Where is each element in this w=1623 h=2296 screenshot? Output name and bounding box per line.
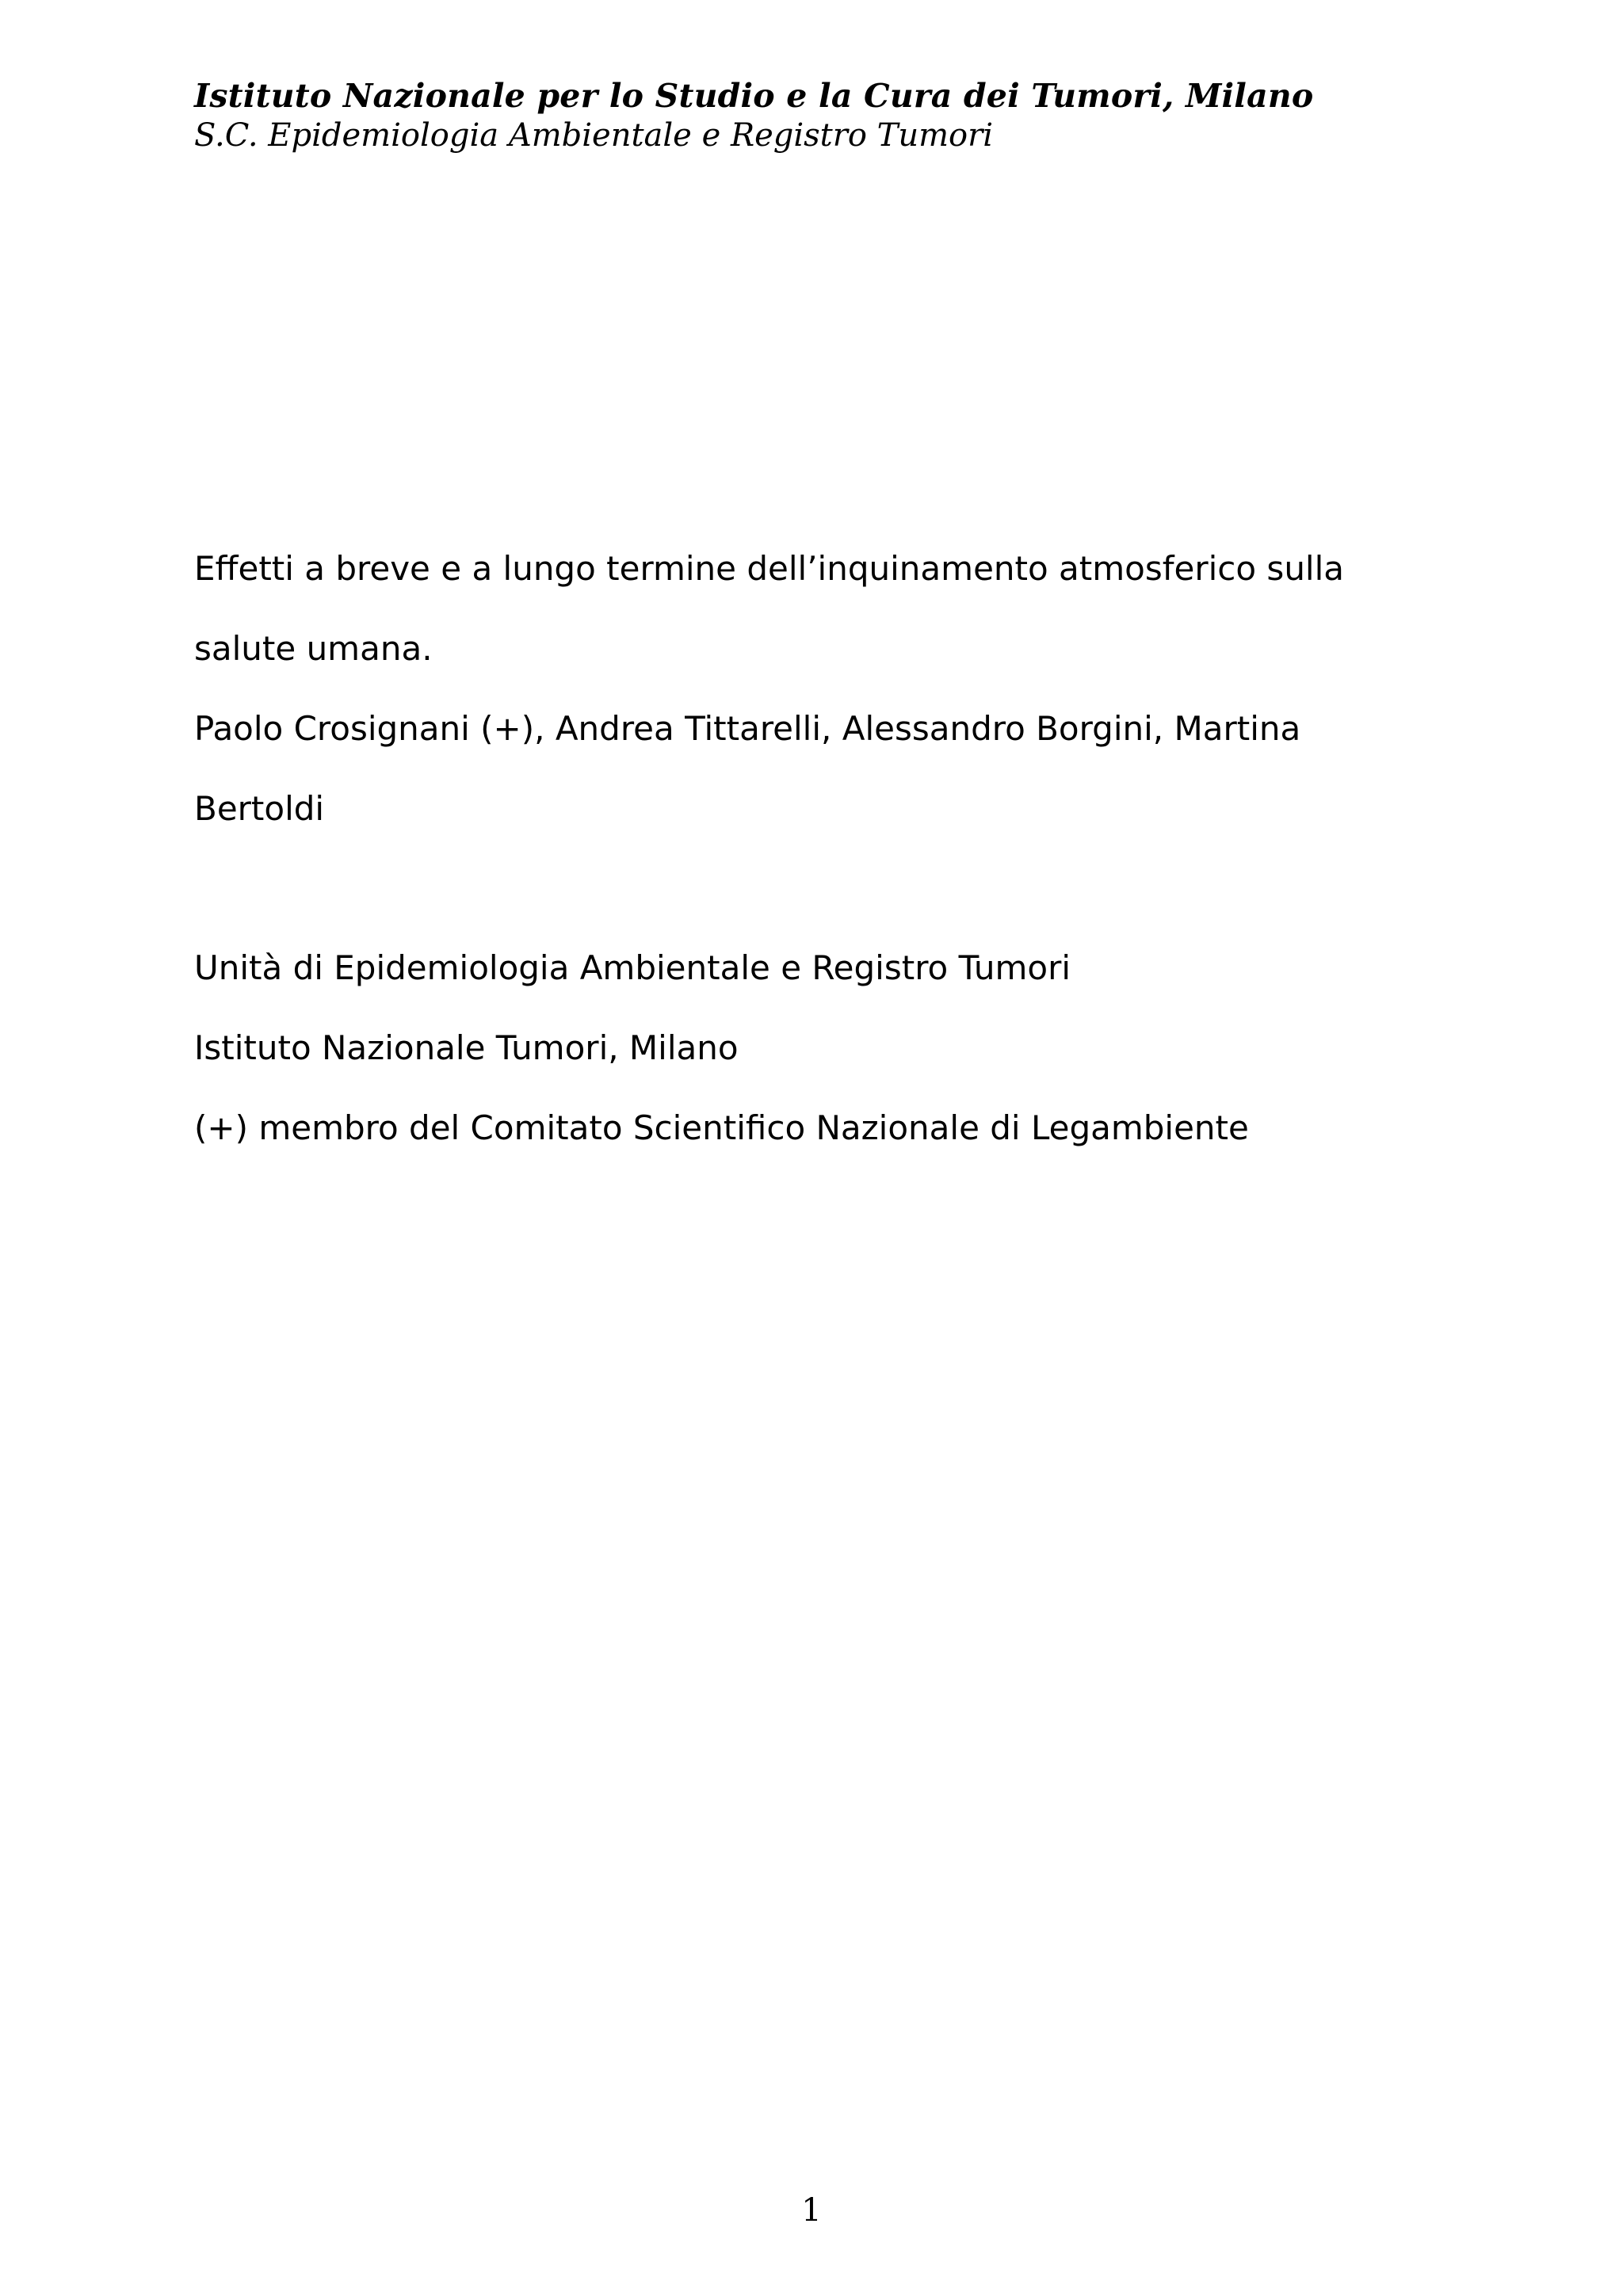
page-number: 1 bbox=[801, 2192, 822, 2229]
affiliation-note: (+) membro del Comitato Scientifico Nazionale di Legambiente bbox=[194, 1108, 1249, 1147]
affiliation-institute: Istituto Nazionale Tumori, Milano bbox=[194, 1028, 739, 1067]
header-institution: Istituto Nazionale per lo Studio e la Cura dei Tumori, Milano bbox=[194, 77, 1314, 115]
authors-line-2: Bertoldi bbox=[194, 789, 325, 828]
running-header bbox=[194, 76, 1430, 155]
document-title-line-2: salute umana. bbox=[194, 629, 433, 668]
document-title-line-1: Effetti a breve e a lungo termine dell’inquinamento atmosferico sulla bbox=[194, 549, 1345, 588]
header-department: S.C. Epidemiologia Ambientale e Registro Tumori bbox=[194, 117, 994, 154]
affiliation-unit: Unità di Epidemiologia Ambientale e Registro Tumori bbox=[194, 948, 1071, 987]
authors-line-1: Paolo Crosignani (+), Andrea Tittarelli, Alessandro Borgini, Martina bbox=[194, 709, 1301, 748]
